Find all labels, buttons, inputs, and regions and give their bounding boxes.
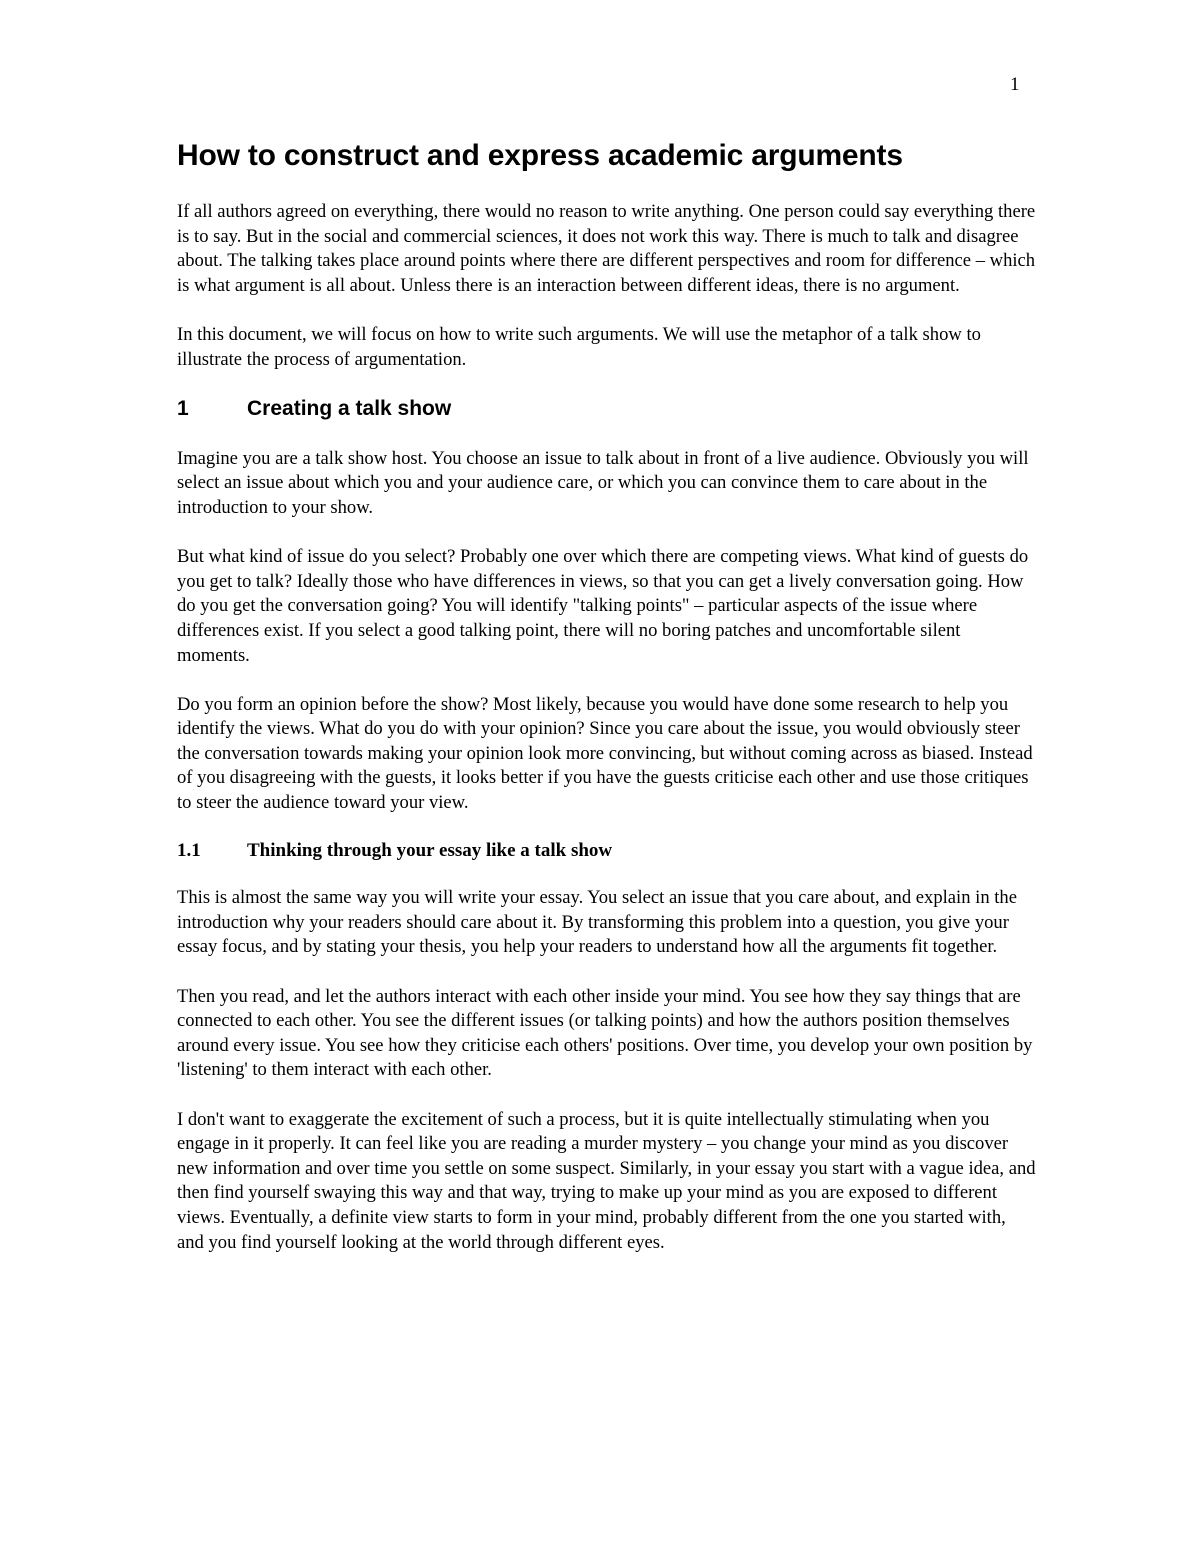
document-body <box>177 138 1037 1280</box>
section-heading-1 <box>177 397 1037 421</box>
subsection-1-1-paragraph-3: I don't want to exaggerate the excitement of such a process, but it is quite intellectually stimulating when you engage in it properly. It can feel like you are reading a murder mystery – you change your mind as you discover new information and over time you settle on some suspect. Similarly, in your essay you start with a vague idea, and then find yourself swaying this way and that way, trying to make up your mind as you are exposed to different views. Eventually, a definite view starts to form in your mind, probably different from the one you started with, and you find yourself looking at the world through different eyes. <box>177 1108 1036 1253</box>
subsection-number: 1.1 <box>177 840 201 862</box>
document-title: How to construct and express academic arguments <box>177 139 903 172</box>
subsection-heading-1-1 <box>177 840 1037 862</box>
section-title: Creating a talk show <box>247 396 452 420</box>
subsection-title: Thinking through your essay like a talk show <box>247 840 613 862</box>
section-number: 1 <box>177 396 189 420</box>
subsection-1-1-paragraph-2: Then you read, and let the authors interact with each other inside your mind. You see how they say things that are connected to each other. You see the different issues (or talking points) and how the authors position themselves around every issue. You see how they criticise each others' positions. Over time, you develop your own position by 'listening' to them interact with each other. <box>177 985 1033 1081</box>
page-number: 1 <box>1010 74 1020 95</box>
section-1-paragraph-3: Do you form an opinion before the show? Most likely, because you would have done some research to help you identify the views. What do you do with your opinion? Since you care about the issue, you would obviously steer the conversation towards making your opinion look more convincing, but without coming across as biased. Instead of you disagreeing with the guests, it looks better if you have the guests criticise each other and use those critiques to steer the audience toward your view. <box>177 693 1033 814</box>
subsection-1-1-paragraph-1: This is almost the same way you will write your essay. You select an issue that you care about, and explain in the introduction why your readers should care about it. By transforming this problem into a question, you give your essay focus, and by stating your thesis, you help your readers to understand how all the arguments fit together. <box>177 887 1017 958</box>
section-1-paragraph-2: But what kind of issue do you select? Probably one over which there are competing views. What kind of guests do you get to talk? Ideally those who have differences in views, so that you can get a lively conversation going. How do you get the conversation going? You will identify "talking points" – particular aspects of the issue where differences exist. If you select a good talking point, there will no boring patches and uncomfortable silent moments. <box>177 546 1029 666</box>
section-1-paragraph-1: Imagine you are a talk show host. You choose an issue to talk about in front of a live audience. Obviously you will select an issue about which you and your audience care, or which you can convince them to care about in the introduction to your show. <box>177 447 1029 518</box>
intro-paragraph-2: In this document, we will focus on how to write such arguments. We will use the metaphor of a talk show to illustrate the process of argumentation. <box>177 323 981 370</box>
intro-paragraph-1: If all authors agreed on everything, there would no reason to write anything. One person could say everything there is to say. But in the social and commercial sciences, it does not work this way. There is much to talk and disagree about. The talking takes place around points where there are different perspectives and room for difference – which is what argument is all about. Unless there is an interaction between different ideas, there is no argument. <box>177 201 1036 296</box>
